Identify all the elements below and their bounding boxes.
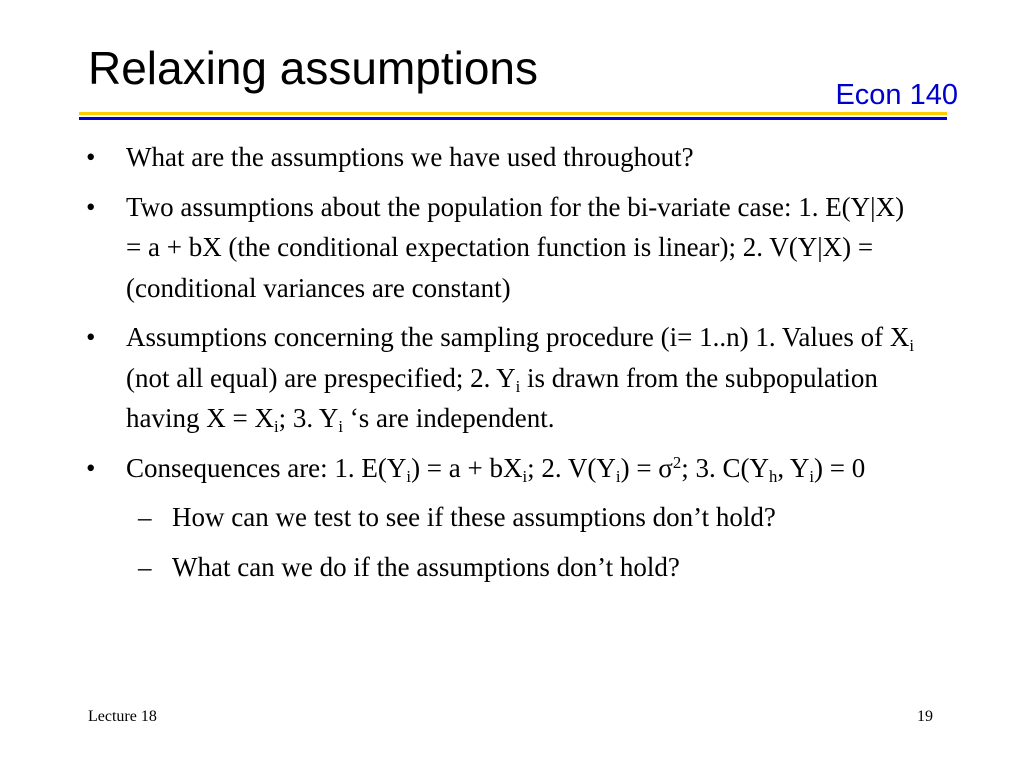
bullet-item — [0, 187, 926, 309]
sub-bullet-marker: – — [138, 502, 152, 532]
bullet-item — [0, 137, 926, 178]
bullet-text: What are the assumptions we have used throughout? — [126, 142, 694, 172]
bullet-marker: • — [86, 142, 96, 172]
title-rule-blue — [79, 117, 947, 120]
page-number: 19 — [917, 708, 933, 725]
sub-bullet-text: What can we do if the assumptions don’t hold? — [172, 551, 680, 582]
bullet-marker: • — [86, 191, 96, 222]
slide-content — [0, 137, 1024, 596]
bullet-item — [0, 448, 926, 489]
bullet-item — [0, 317, 926, 439]
sub-bullet-item — [0, 497, 972, 538]
bullet-text: Two assumptions about the population for the bi-variate case: 1. E(Y|X) = a + bX (the conditional expectation function is linear); 2. V(Y|X) = (conditional variances are constant) — [126, 191, 905, 303]
bullet-text: Consequences are: 1. $E(Y_i) = a + bX_i$; 2. $V(Y_i) = \sigma^2$; 3. $C(Y_h$, $Y_i) = 0$ — [126, 452, 866, 486]
slide-title: Relaxing assumptions — [88, 42, 539, 94]
course-label: Econ 140 — [835, 79, 958, 111]
title-rule-gold — [79, 112, 947, 115]
bullet-marker: • — [86, 322, 96, 352]
sub-bullet-marker: – — [138, 551, 152, 582]
bullet-marker: • — [86, 452, 96, 483]
lecture-footer: Lecture 18 — [88, 708, 157, 725]
sub-bullet-item — [0, 547, 972, 588]
bullet-text: Assumptions concerning the sampling procedure (i= 1..n) 1. Values of $X_i$ (not all equal) are prespecified; 2. $Y_i$ is drawn from the subpopulation having $X = X_i$; 3. $Y_i$ ‘s are independent. — [126, 322, 914, 437]
sub-bullet-text: How can we test to see if these assumptions don’t hold? — [172, 502, 776, 532]
